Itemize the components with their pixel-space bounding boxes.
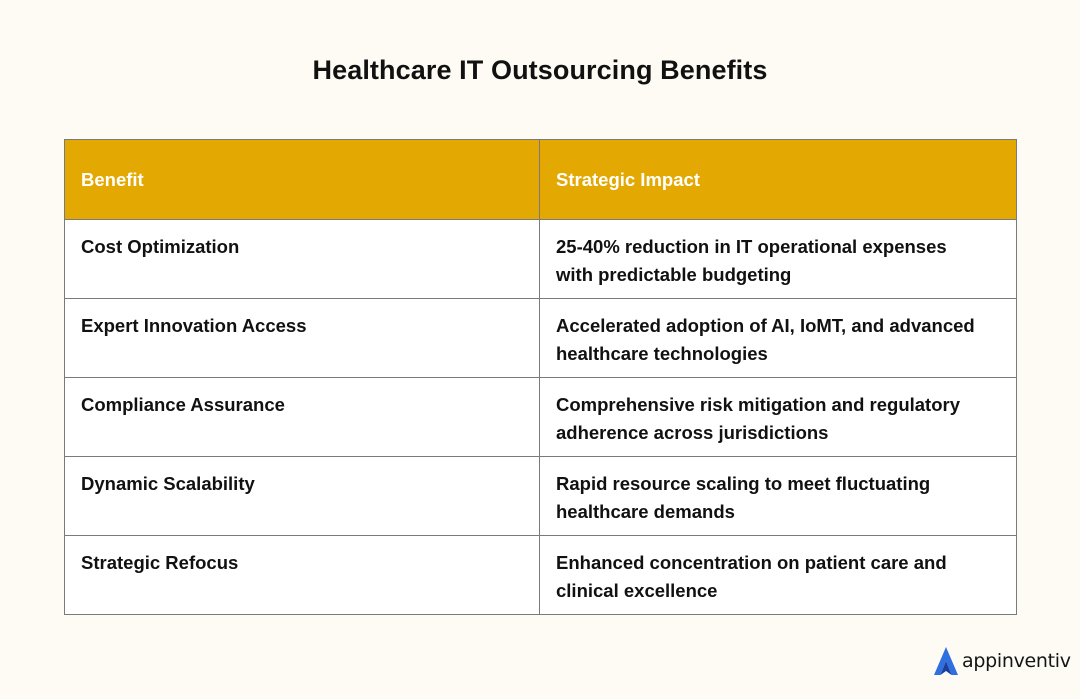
impact-line: Comprehensive risk mitigation and regulatory	[556, 394, 961, 415]
impact-cell	[540, 457, 1017, 536]
appinventiv-logo	[933, 645, 1071, 677]
column-header-benefit: Benefit	[65, 140, 540, 220]
benefits-table	[64, 139, 1017, 615]
impact-cell	[540, 536, 1017, 615]
page-title: Healthcare IT Outsourcing Benefits	[312, 55, 768, 85]
impact-line: Accelerated adoption of AI, IoMT, and advanced	[556, 315, 975, 336]
table-row	[65, 457, 1017, 536]
impact-cell	[540, 378, 1017, 457]
benefit-cell: Compliance Assurance	[65, 378, 540, 457]
column-header-strategic-impact: Strategic Impact	[540, 140, 1017, 220]
impact-cell	[540, 299, 1017, 378]
impact-line: adherence across jurisdictions	[556, 422, 829, 443]
table-row	[65, 536, 1017, 615]
table-row	[65, 220, 1017, 299]
brand-name: appinventiv	[962, 650, 1071, 672]
benefit-cell: Expert Innovation Access	[65, 299, 540, 378]
impact-cell	[540, 220, 1017, 299]
table-header-row	[65, 140, 1017, 220]
impact-line: clinical excellence	[556, 580, 718, 601]
appinventiv-logo-icon	[933, 646, 959, 676]
benefit-cell: Strategic Refocus	[65, 536, 540, 615]
impact-line: healthcare technologies	[556, 343, 768, 364]
impact-line: healthcare demands	[556, 501, 735, 522]
benefit-cell: Cost Optimization	[65, 220, 540, 299]
impact-line: Rapid resource scaling to meet fluctuating	[556, 473, 931, 494]
impact-line: Enhanced concentration on patient care and	[556, 552, 947, 573]
table-row	[65, 378, 1017, 457]
benefit-cell: Dynamic Scalability	[65, 457, 540, 536]
impact-line: with predictable budgeting	[556, 264, 792, 285]
table-row	[65, 299, 1017, 378]
impact-line: 25-40% reduction in IT operational expenses	[556, 236, 947, 257]
